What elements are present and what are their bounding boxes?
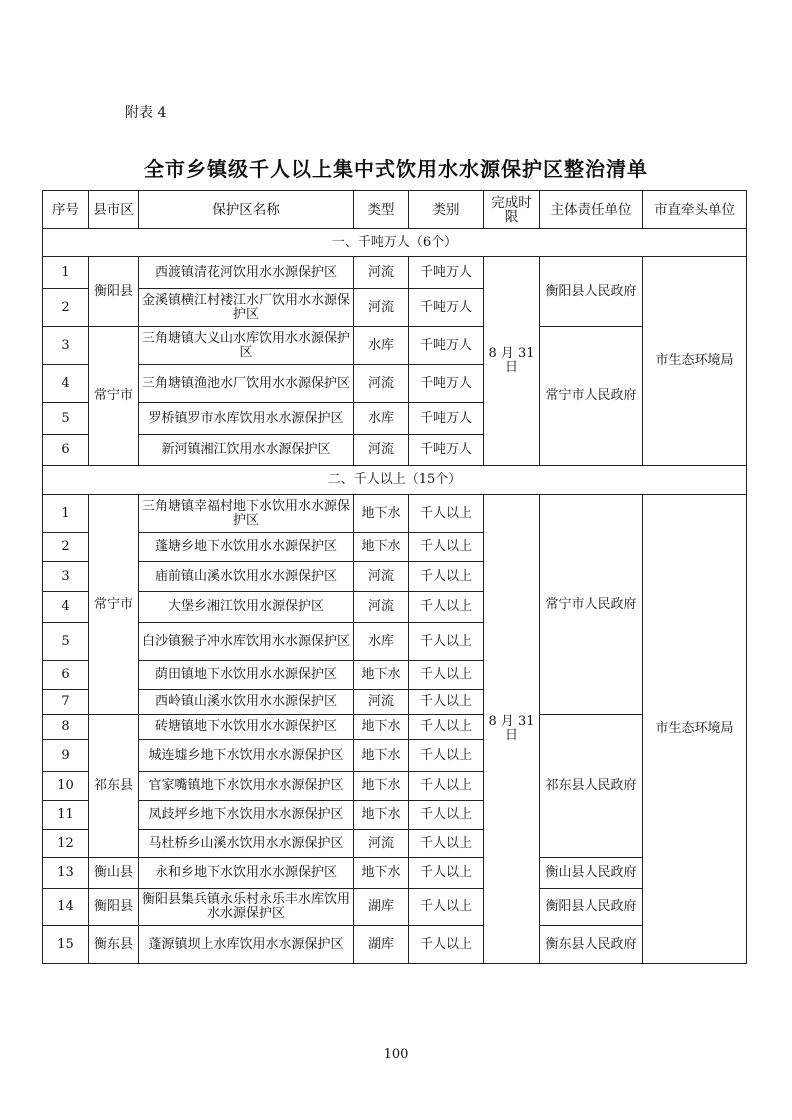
table-row [43,889,747,926]
annex-label: 附表 4 [125,105,167,121]
category-cell: 千人以上 [409,801,484,830]
section-row [43,229,747,257]
county-cell: 衡阳县 [89,257,139,327]
header-row [43,191,747,229]
area-name: 白沙镇猴子冲水库饮用水水源保护区 [139,623,354,661]
row-number: 6 [43,661,89,690]
lead-unit-cell: 市生态环境局 [643,495,747,964]
table-row [43,327,747,365]
row-number: 14 [43,889,89,926]
area-name: 官家嘴镇地下水饮用水水源保护区 [139,772,354,801]
county-cell: 常宁市 [89,327,139,466]
type-cell: 地下水 [354,715,409,740]
category-cell: 千人以上 [409,889,484,926]
responsible-cell: 衡阳县人民政府 [540,889,643,926]
row-number: 7 [43,690,89,715]
category-cell: 千人以上 [409,715,484,740]
area-name: 三角塘镇大义山水库饮用水水源保护区 [139,327,354,365]
category-cell: 千吨万人 [409,257,484,289]
type-cell: 水库 [354,623,409,661]
row-number: 3 [43,327,89,365]
document-title: 全市乡镇级千人以上集中式饮用水水源保护区整治清单 [144,157,648,181]
section-1-label: 一、千吨万人（6个） [43,229,747,257]
type-cell: 地下水 [354,740,409,772]
type-cell: 地下水 [354,661,409,690]
row-number: 11 [43,801,89,830]
header-name: 保护区名称 [139,191,354,229]
category-cell: 千吨万人 [409,403,484,435]
county-cell: 常宁市 [89,495,139,715]
area-name: 荫田镇地下水饮用水水源保护区 [139,661,354,690]
county-cell: 衡阳县 [89,889,139,926]
header-lead: 市直牵头单位 [643,191,747,229]
area-name: 马杜桥乡山溪水饮用水水源保护区 [139,830,354,858]
area-name: 大堡乡湘江饮用水源保护区 [139,592,354,623]
category-cell: 千吨万人 [409,327,484,365]
responsible-cell: 常宁市人民政府 [540,495,643,715]
area-name: 西岭镇山溪水饮用水水源保护区 [139,690,354,715]
category-cell: 千人以上 [409,661,484,690]
area-name: 金溪镇横江村褛江水厂饮用水水源保护区 [139,289,354,327]
category-cell: 千人以上 [409,926,484,964]
area-name: 三角塘镇幸福村地下水饮用水水源保护区 [139,495,354,533]
header-type: 类型 [354,191,409,229]
category-cell: 千人以上 [409,772,484,801]
table-row [43,495,747,533]
table-row [43,858,747,889]
type-cell: 地下水 [354,533,409,562]
section-row [43,466,747,495]
header-deadline: 完成时限 [484,191,540,229]
type-cell: 河流 [354,435,409,466]
area-name: 砖塘镇地下水饮用水水源保护区 [139,715,354,740]
area-name: 城连墟乡地下水饮用水水源保护区 [139,740,354,772]
row-number: 3 [43,562,89,592]
type-cell: 水库 [354,403,409,435]
header-seq: 序号 [43,191,89,229]
row-number: 12 [43,830,89,858]
type-cell: 河流 [354,690,409,715]
county-cell: 衡东县 [89,926,139,964]
category-cell: 千人以上 [409,830,484,858]
remediation-table [42,190,747,964]
row-number: 4 [43,592,89,623]
county-cell: 祁东县 [89,715,139,858]
table-row [43,715,747,740]
type-cell: 河流 [354,830,409,858]
area-name: 新河镇湘江饮用水水源保护区 [139,435,354,466]
table-row [43,926,747,964]
header-category: 类别 [409,191,484,229]
type-cell: 湖库 [354,889,409,926]
area-name: 西渡镇清花河饮用水水源保护区 [139,257,354,289]
category-cell: 千人以上 [409,623,484,661]
type-cell: 地下水 [354,772,409,801]
page-number: 100 [383,1047,409,1062]
row-number: 6 [43,435,89,466]
county-cell: 衡山县 [89,858,139,889]
row-number: 5 [43,623,89,661]
table-row [43,257,747,289]
category-cell: 千人以上 [409,562,484,592]
category-cell: 千人以上 [409,592,484,623]
type-cell: 湖库 [354,926,409,964]
area-name: 衡阳县集兵镇永乐村永乐丰水库饮用水水源保护区 [139,889,354,926]
section-2-label: 二、千人以上（15个） [43,466,747,495]
lead-unit-cell: 市生态环境局 [643,257,747,466]
area-name: 蓬源镇坝上水库饮用水水源保护区 [139,926,354,964]
type-cell: 水库 [354,327,409,365]
type-cell: 河流 [354,592,409,623]
row-number: 9 [43,740,89,772]
category-cell: 千人以上 [409,533,484,562]
type-cell: 河流 [354,562,409,592]
row-number: 13 [43,858,89,889]
category-cell: 千人以上 [409,858,484,889]
area-name: 凤歧坪乡地下水饮用水水源保护区 [139,801,354,830]
row-number: 8 [43,715,89,740]
type-cell: 河流 [354,365,409,403]
category-cell: 千人以上 [409,690,484,715]
category-cell: 千吨万人 [409,365,484,403]
type-cell: 地下水 [354,858,409,889]
category-cell: 千吨万人 [409,289,484,327]
deadline-cell: 8 月 31 日 [484,495,540,964]
row-number: 15 [43,926,89,964]
category-cell: 千人以上 [409,740,484,772]
row-number: 10 [43,772,89,801]
deadline-cell: 8 月 31 日 [484,257,540,466]
row-number: 2 [43,289,89,327]
row-number: 1 [43,257,89,289]
responsible-cell: 衡山县人民政府 [540,858,643,889]
responsible-cell: 祁东县人民政府 [540,715,643,858]
area-name: 永和乡地下水饮用水水源保护区 [139,858,354,889]
row-number: 1 [43,495,89,533]
header-county: 县市区 [89,191,139,229]
area-name: 三角塘镇渔池水厂饮用水水源保护区 [139,365,354,403]
type-cell: 河流 [354,257,409,289]
responsible-cell: 衡阳县人民政府 [540,257,643,327]
row-number: 4 [43,365,89,403]
row-number: 5 [43,403,89,435]
type-cell: 地下水 [354,801,409,830]
responsible-cell: 常宁市人民政府 [540,327,643,466]
row-number: 2 [43,533,89,562]
header-responsible: 主体责任单位 [540,191,643,229]
area-name: 罗桥镇罗市水库饮用水水源保护区 [139,403,354,435]
area-name: 蓬塘乡地下水饮用水水源保护区 [139,533,354,562]
area-name: 庙前镇山溪水饮用水水源保护区 [139,562,354,592]
responsible-cell: 衡东县人民政府 [540,926,643,964]
category-cell: 千吨万人 [409,435,484,466]
type-cell: 地下水 [354,495,409,533]
category-cell: 千人以上 [409,495,484,533]
type-cell: 河流 [354,289,409,327]
